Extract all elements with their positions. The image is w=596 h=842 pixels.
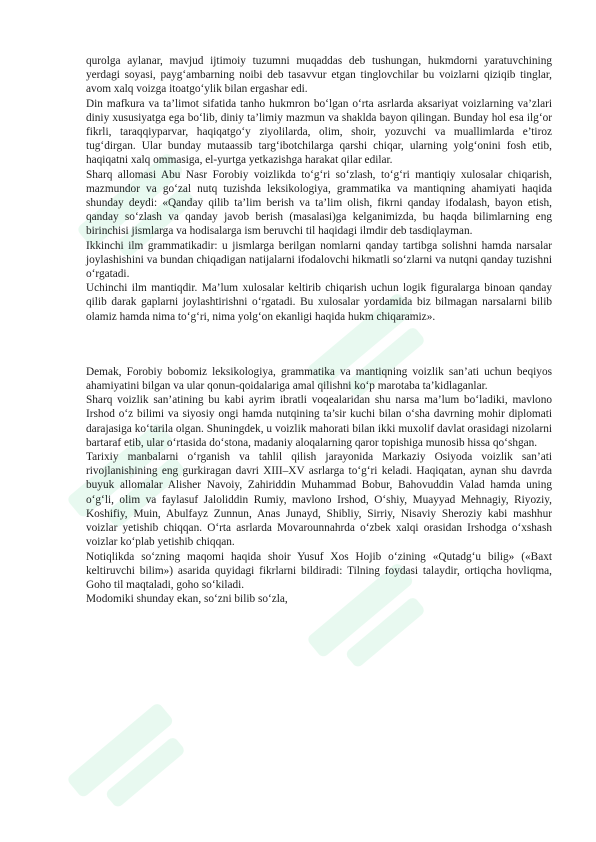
paragraph: Notiqlikda so‘zning maqomi haqida shoir Yusuf Xos Hojib o‘zining «Qutadg‘u bilig» («Baxt keltiruvchi bilim») asarida quyidagi fikrlarni bildiradi: Tilning foydasi talaydir, ortiqcha hovliqma, Goho til maqtaladi, goho so‘kiladi. bbox=[86, 550, 552, 591]
paragraph: Tarixiy manbalarni o‘rganish va tahlil qilish jarayonida Markaziy Osiyoda voizlik san’ati rivojlanishining eng gurkiragan davri XIII–XV asrlarga to‘g‘ri keladi. Haqiqatan, aynan shu davrda buyuk allomalar Alisher Navoiy, Zahiriddin Muhammad Bobur, Bahovuddin Valad hamda uning o‘g‘li, olim va faylasuf Jaloliddin Rumiy, mavlono Irshod, O‘shiy, Muayyad Mehnagiy, Riyoziy, Koshifiy, Muin, Abulfayz Zunnun, Anas Junayd, Shibliy, Sirriy, Nisaviy Sheroziy kabi mashhur voizlar yetishib chiqqan. O‘rta asrlarda Movarounnahrda o‘zbek xalqi orasidan Irshodga o‘xshash voizlar ko‘plab yetishib chiqqan. bbox=[86, 451, 552, 549]
paragraph: Din mafkura va ta’limot sifatida tanho hukmron bo‘lgan o‘rta asrlarda aksariyat voizlarning va’zlari diniy xususiyatga ega bo‘lib, diniy ta’limiy mazmun va shaklda bayon qilingan. Bunday hol esa ilg‘or fikrli, taraqqiyparvar, haqiqatgo‘y ziyolilarda, olim, shoir, yozuvchi va muallimlarda e’tiroz tug‘dirgan. Ular bunday mutaassib targ‘ibotchilarga qarshi chiqar, ularning yolg‘onini fosh etib, haqiqatni xalq ommasiga, el-yurtga yetkazishga harakat qilar edilar. bbox=[86, 97, 552, 167]
paragraph: qurolga aylanar, mavjud ijtimoiy tuzumni muqaddas deb tushungan, hukmdorni yaratuvchining yerdagi soyasi, payg‘ambarning noibi deb tasavvur etgan tinglovchilar bu voizlarni qiziqib tinglar, avom xalq voizga itoatgo‘ylik bilan ergashar edi. bbox=[86, 55, 552, 96]
paragraph: Uchinchi ilm mantiqdir. Ma’lum xulosalar keltirib chiqarish uchun logik figuralarga binoan qanday qilib darak gaplarni joylashtirishni o‘rgatadi. Bu xulosalar yordamida biz bilmagan narsalarni bilib olamiz hamda nima to‘g‘ri, nima yolg‘on ekanligi haqida hukm chiqaramiz». bbox=[86, 282, 552, 323]
paragraph: Demak, Forobiy bobomiz leksikologiya, grammatika va mantiqning voizlik san’ati uchun beqiyos ahamiyatini bilgan va ular qonun-qoidalariga amal qilishni ko‘p marotaba ta’kidlaganlar. bbox=[86, 365, 552, 393]
document-body bbox=[86, 54, 552, 606]
paragraph: Modomiki shunday ekan, so‘zni bilib so‘zla, bbox=[86, 593, 288, 606]
section-gap bbox=[86, 324, 552, 365]
paragraph: Sharq allomasi Abu Nasr Forobiy voizlikda to‘g‘ri so‘zlash, to‘g‘ri mantiqiy xulosalar chiqarish, mazmundor va go‘zal nutq tuzishda leksikologiya, grammatika va mantiqning ahamiyati haqida shunday deydi: «Qanday qilib ta’lim berish va ta’lim olish, fikrni qanday ifodalash, bayon etish, qanday so‘zlash va qanday javob berish (masalasi)ga kelganimizda, bu haqda bilimlarning eng birinchisi jismlarga va hodisalarga ism beruvchi til haqidagi ilmdir deb tasdiqlayman. bbox=[86, 168, 552, 238]
paragraph: Sharq voizlik san’atining bu kabi ayrim ibratli voqealaridan shu narsa ma’lum bo‘ladiki, mavlono Irshod o‘z bilimi va siyosiy ongi hamda nutqining ta’sir kuchi bilan o‘sha davrning mohir diplomati darajasiga ko‘tarila olgan. Shuningdek, u voizlik mahorati bilan ikki muxolif davlat orasidagi nizolarni bartaraf etib, ular o‘rtasida do‘stona, madaniy aloqalarning qaror topishiga munosib hissa qo‘shgan. bbox=[86, 394, 552, 449]
paragraph: Ikkinchi ilm grammatikadir: u jismlarga berilgan nomlarni qanday tartibga solishni hamda narsalar joylashishini va bundan chiqadigan natijalarni ifodalovchi hikmatli so‘zlarni va nutqni qanday tuzishni o‘rgatadi. bbox=[86, 239, 552, 281]
logo-watermark-icon bbox=[39, 666, 231, 842]
